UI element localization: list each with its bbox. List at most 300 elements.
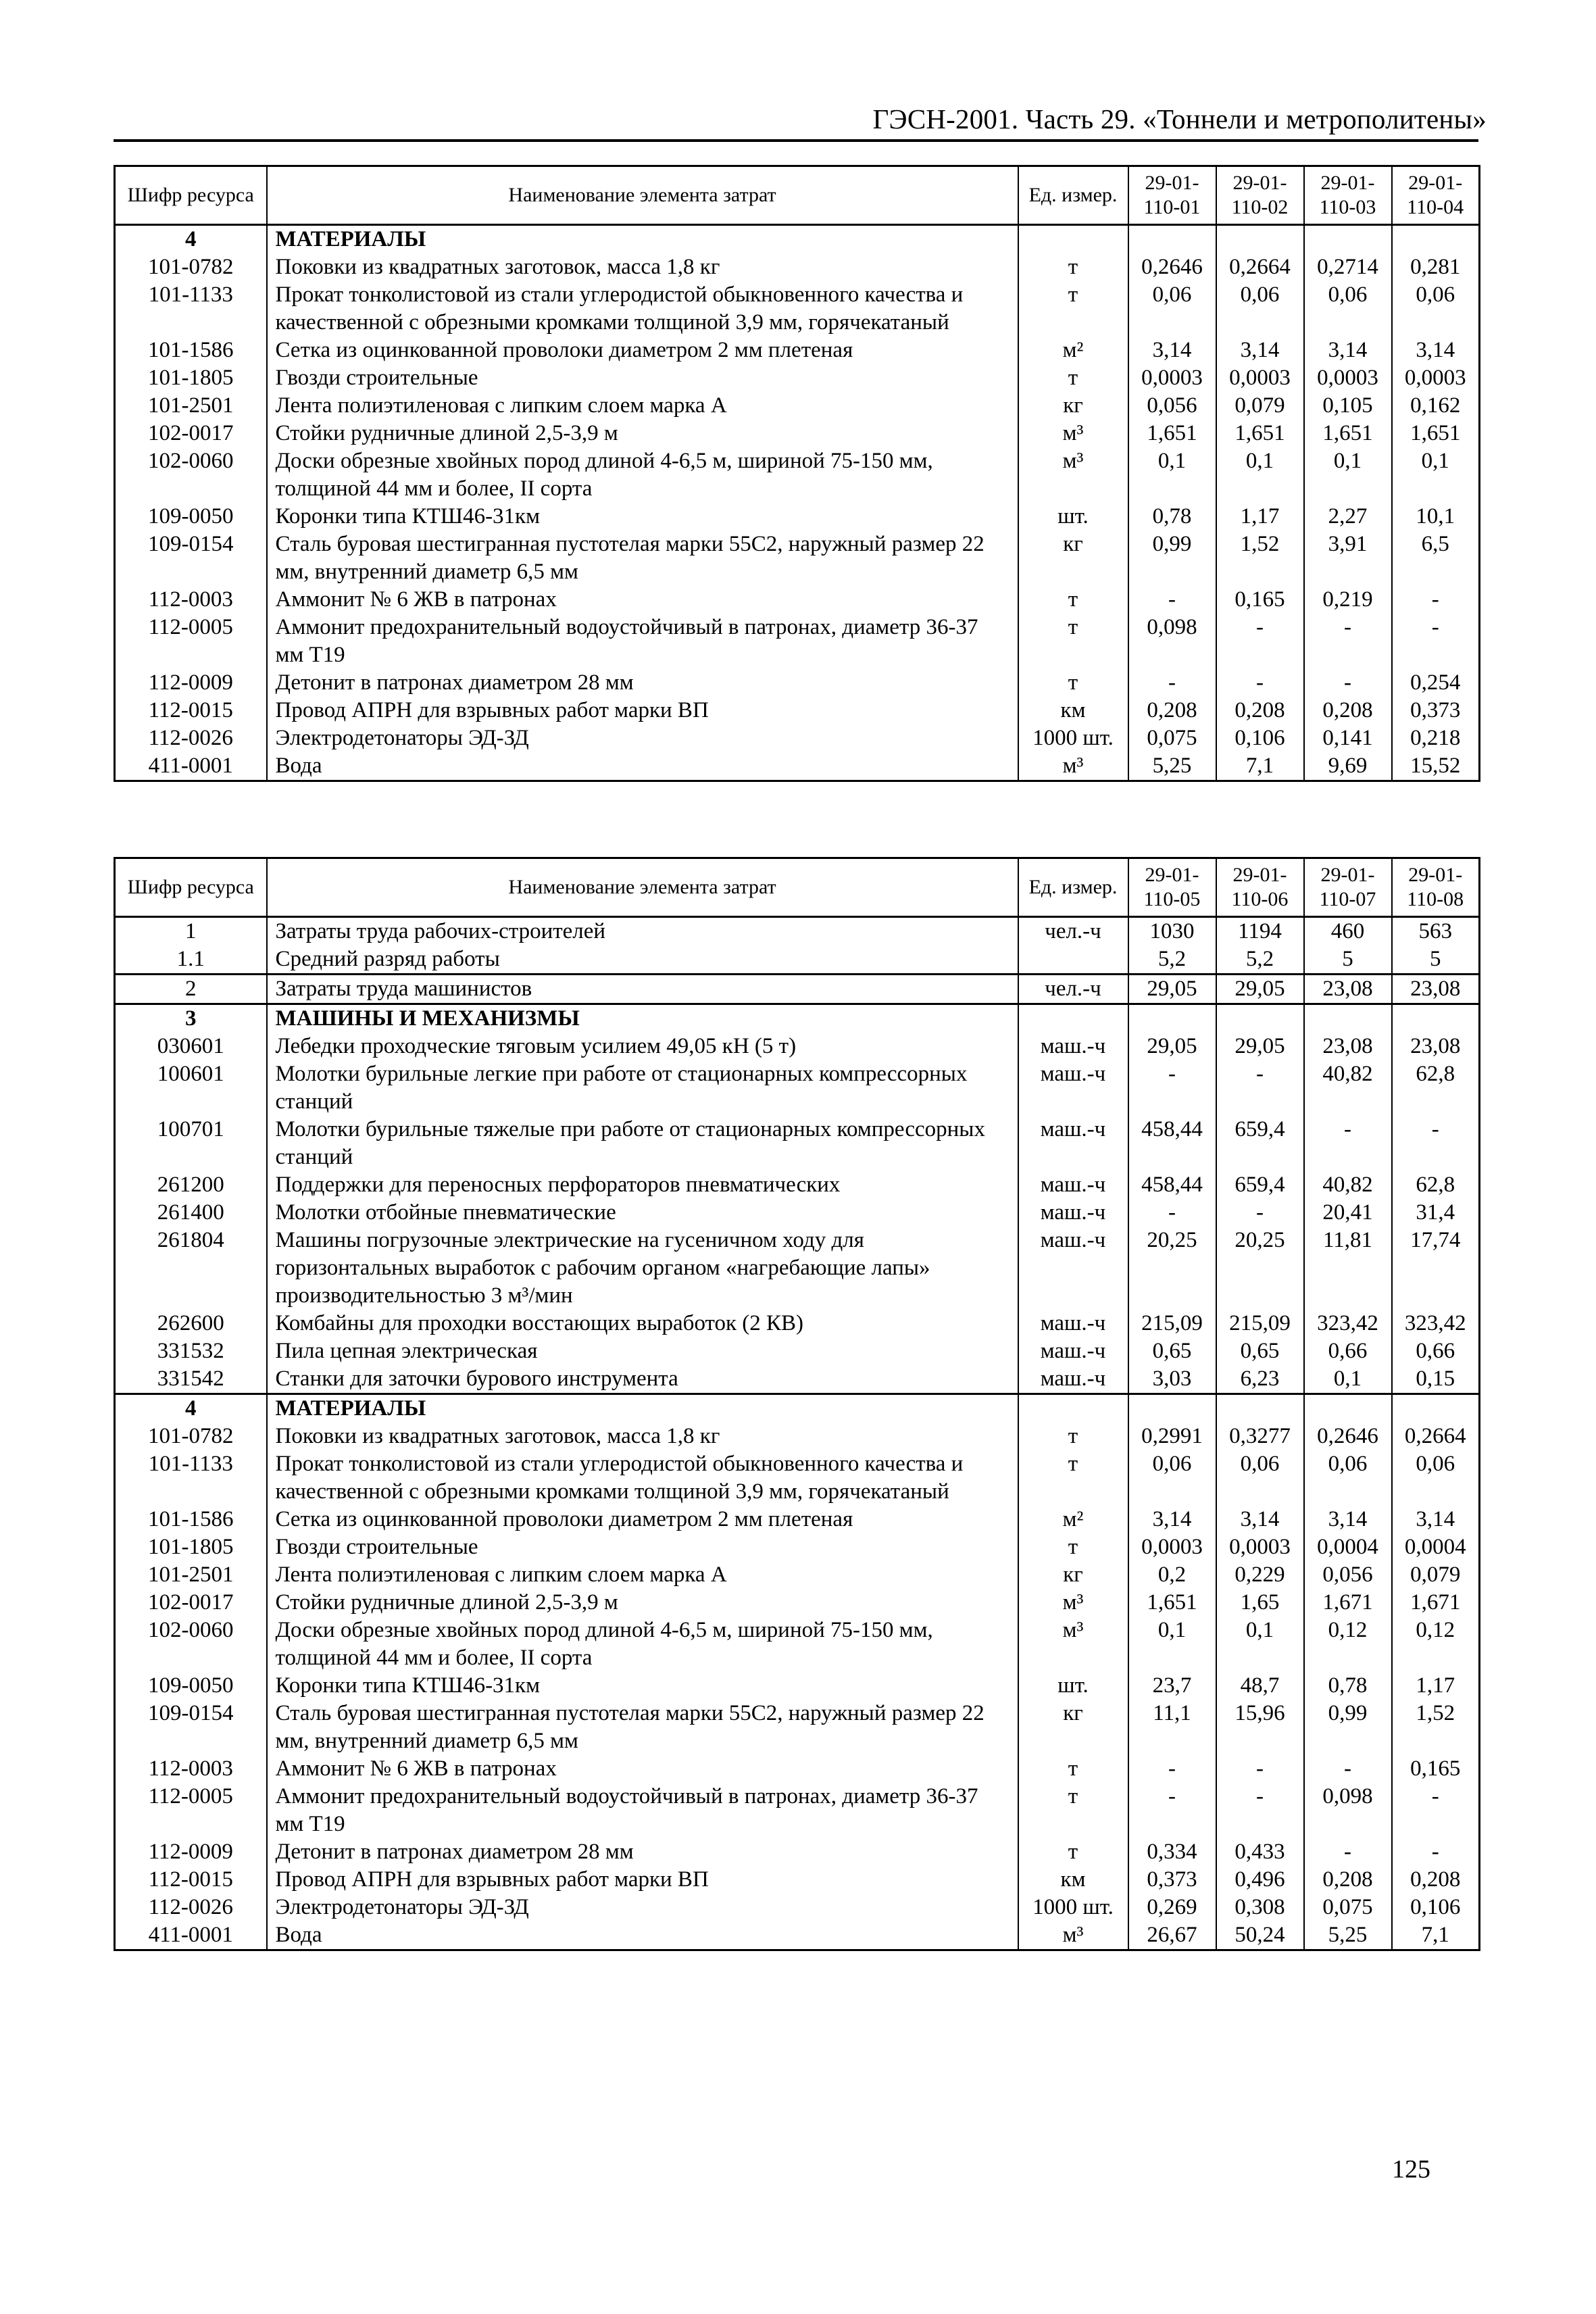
norm-value-cell: 0,106 (1392, 1894, 1480, 1921)
resource-code-cell: 1.1 (115, 945, 267, 975)
resource-code-cell: 112-0009 (115, 1838, 267, 1866)
norm-value-cell: 659,4 (1216, 1116, 1304, 1171)
column-header-name: Наименование элемента затрат (267, 166, 1018, 225)
norm-value-cell: 0,208 (1216, 697, 1304, 724)
resource-code-cell: 112-0009 (115, 669, 267, 697)
resource-name-cell: Гвозди строительные (267, 364, 1018, 392)
unit-cell: маш.-ч (1018, 1171, 1128, 1199)
resource-code-cell: 101-0782 (115, 1423, 267, 1450)
norm-value-cell: 0,208 (1128, 697, 1216, 724)
norm-value-cell: - (1216, 1783, 1304, 1838)
resource-code-cell: 112-0015 (115, 1866, 267, 1894)
norm-value-cell: 0,281 (1392, 253, 1480, 281)
resource-code-cell: 4 (115, 1394, 267, 1423)
unit-cell (1018, 945, 1128, 975)
norm-value-cell: 0,2664 (1392, 1423, 1480, 1450)
unit-cell: т (1018, 253, 1128, 281)
norm-value-cell: 1,651 (1392, 420, 1480, 447)
table-row (115, 1533, 1480, 1561)
norm-value-cell: 0,99 (1304, 1700, 1392, 1755)
norm-value-cell: 458,44 (1128, 1171, 1216, 1199)
resource-name-cell: Сетка из оцинкованной проволоки диаметром 2 мм плетеная (267, 1506, 1018, 1533)
norm-value-cell: - (1128, 1199, 1216, 1227)
norm-value-cell: 15,52 (1392, 752, 1480, 781)
norm-value-cell: 3,14 (1392, 337, 1480, 364)
resource-name-cell: Затраты труда машинистов (267, 975, 1018, 1004)
resource-code-cell: 1 (115, 917, 267, 946)
norm-value-cell: - (1128, 586, 1216, 614)
norm-value-cell: 1,671 (1392, 1589, 1480, 1617)
norm-value-cell: 0,0003 (1304, 364, 1392, 392)
norm-value-cell: 0,78 (1128, 503, 1216, 531)
norm-value-cell: 0,1 (1128, 1617, 1216, 1672)
table-row (115, 503, 1480, 531)
unit-cell: т (1018, 669, 1128, 697)
resource-name-cell: Поковки из квадратных заготовок, масса 1,8 кг (267, 253, 1018, 281)
norm-value-cell: 458,44 (1128, 1116, 1216, 1171)
unit-cell: чел.-ч (1018, 975, 1128, 1004)
column-header-norm-code: 29-01-110-04 (1392, 166, 1480, 225)
column-header-norm-code: 29-01-110-07 (1304, 858, 1392, 917)
resource-code-cell: 101-1805 (115, 364, 267, 392)
resource-code-cell: 331532 (115, 1337, 267, 1365)
norm-value-cell: - (1304, 614, 1392, 669)
norm-value-cell: 0,098 (1128, 614, 1216, 669)
resource-name-cell: Стойки рудничные длиной 2,5-3,9 м (267, 420, 1018, 447)
norm-value-cell (1304, 225, 1392, 254)
norm-value-cell: 23,08 (1392, 1033, 1480, 1060)
norm-value-cell: 0,2646 (1128, 253, 1216, 281)
norm-value-cell: 0,208 (1392, 1866, 1480, 1894)
norm-value-cell: 3,14 (1128, 1506, 1216, 1533)
norm-value-cell: 1,52 (1392, 1700, 1480, 1755)
table-row (115, 1921, 1480, 1950)
norm-value-cell: 0,66 (1392, 1337, 1480, 1365)
norm-value-cell: 3,14 (1304, 1506, 1392, 1533)
unit-cell: м³ (1018, 1617, 1128, 1672)
column-header-norm-code: 29-01-110-05 (1128, 858, 1216, 917)
norm-value-cell: 0,65 (1128, 1337, 1216, 1365)
norm-value-cell: 29,05 (1128, 1033, 1216, 1060)
unit-cell: маш.-ч (1018, 1033, 1128, 1060)
norm-value-cell: 10,1 (1392, 503, 1480, 531)
table-row (115, 1060, 1480, 1116)
table-header-row (115, 858, 1480, 917)
norm-value-cell: 0,2664 (1216, 253, 1304, 281)
column-header-norm-code: 29-01-110-03 (1304, 166, 1392, 225)
norm-value-cell: - (1304, 1838, 1392, 1866)
norm-value-cell: 1,651 (1216, 420, 1304, 447)
table-row (115, 1365, 1480, 1394)
table-row (115, 1227, 1480, 1310)
norm-value-cell: 6,23 (1216, 1365, 1304, 1394)
unit-cell: т (1018, 1450, 1128, 1506)
table-row (115, 1423, 1480, 1450)
unit-cell: 1000 шт. (1018, 724, 1128, 752)
norm-value-cell (1216, 1004, 1304, 1033)
table-row (115, 1617, 1480, 1672)
table-row (115, 752, 1480, 781)
norm-value-cell (1128, 1394, 1216, 1423)
norm-value-cell: 48,7 (1216, 1672, 1304, 1700)
table-row (115, 392, 1480, 420)
resource-table-2 (114, 857, 1480, 1951)
norm-value-cell: 0,218 (1392, 724, 1480, 752)
norm-value-cell: 23,08 (1304, 975, 1392, 1004)
norm-value-cell: 1194 (1216, 917, 1304, 946)
resource-code-cell: 100701 (115, 1116, 267, 1171)
resource-name-cell: Молотки бурильные тяжелые при работе от стационарных компрессорных станций (267, 1116, 1018, 1171)
norm-value-cell: - (1128, 1783, 1216, 1838)
norm-value-cell: 0,78 (1304, 1672, 1392, 1700)
norm-value-cell (1392, 1004, 1480, 1033)
norm-value-cell: 7,1 (1392, 1921, 1480, 1950)
column-header-name: Наименование элемента затрат (267, 858, 1018, 917)
table-row (115, 420, 1480, 447)
norm-value-cell: 23,7 (1128, 1672, 1216, 1700)
norm-value-cell: 0,1 (1392, 447, 1480, 503)
section-row (115, 1394, 1480, 1423)
norm-value-cell: 0,0003 (1216, 364, 1304, 392)
resource-name-cell: Доски обрезные хвойных пород длиной 4-6,5 м, шириной 75-150 мм, толщиной 44 мм и более, II сорта (267, 447, 1018, 503)
norm-value-cell: 3,14 (1392, 1506, 1480, 1533)
table-row (115, 281, 1480, 337)
resource-code-cell: 101-1586 (115, 1506, 267, 1533)
resource-name-cell: Молотки отбойные пневматические (267, 1199, 1018, 1227)
norm-value-cell: 1,651 (1128, 420, 1216, 447)
norm-value-cell: 26,67 (1128, 1921, 1216, 1950)
norm-value-cell: 0,165 (1216, 586, 1304, 614)
table-row (115, 1561, 1480, 1589)
resource-code-cell: 109-0154 (115, 1700, 267, 1755)
norm-value-cell (1392, 1394, 1480, 1423)
norm-value-cell: 0,06 (1304, 1450, 1392, 1506)
norm-value-cell: 0,06 (1216, 281, 1304, 337)
norm-value-cell (1128, 225, 1216, 254)
section-row (115, 225, 1480, 254)
resource-code-cell: 109-0154 (115, 531, 267, 586)
norm-value-cell: 460 (1304, 917, 1392, 946)
resource-name-cell: Детонит в патронах диаметром 28 мм (267, 669, 1018, 697)
table-row (115, 724, 1480, 752)
resource-code-cell: 102-0060 (115, 447, 267, 503)
norm-value-cell: 5,25 (1304, 1921, 1392, 1950)
resource-name-cell: Молотки бурильные легкие при работе от стационарных компрессорных станций (267, 1060, 1018, 1116)
resource-name-cell: МАТЕРИАЛЫ (267, 1394, 1018, 1423)
norm-value-cell: 0,12 (1392, 1617, 1480, 1672)
table-row (115, 337, 1480, 364)
unit-cell: т (1018, 1423, 1128, 1450)
resource-code-cell: 102-0017 (115, 1589, 267, 1617)
resource-code-cell: 112-0005 (115, 1783, 267, 1838)
table-row (115, 945, 1480, 975)
norm-value-cell: 0,06 (1216, 1450, 1304, 1506)
norm-value-cell: - (1392, 586, 1480, 614)
norm-value-cell: 23,08 (1392, 975, 1480, 1004)
table-row (115, 531, 1480, 586)
norm-value-cell: 11,1 (1128, 1700, 1216, 1755)
unit-cell: т (1018, 281, 1128, 337)
norm-value-cell: 0,269 (1128, 1894, 1216, 1921)
resource-name-cell: Средний разряд работы (267, 945, 1018, 975)
unit-cell: маш.-ч (1018, 1060, 1128, 1116)
unit-cell: т (1018, 1783, 1128, 1838)
norm-value-cell: - (1128, 1755, 1216, 1783)
table-row (115, 1506, 1480, 1533)
norm-value-cell: 62,8 (1392, 1171, 1480, 1199)
norm-value-cell: 0,208 (1304, 1866, 1392, 1894)
norm-value-cell: 6,5 (1392, 531, 1480, 586)
resource-name-cell: Аммонит № 6 ЖВ в патронах (267, 1755, 1018, 1783)
norm-value-cell: 0,056 (1304, 1561, 1392, 1589)
norm-value-cell: 0,0003 (1128, 1533, 1216, 1561)
norm-value-cell: 20,25 (1128, 1227, 1216, 1310)
norm-value-cell: 1,671 (1304, 1589, 1392, 1617)
norm-value-cell: 1030 (1128, 917, 1216, 946)
unit-cell (1018, 1004, 1128, 1033)
norm-value-cell: 0,0003 (1128, 364, 1216, 392)
norm-value-cell: 0,2 (1128, 1561, 1216, 1589)
resource-name-cell: Поддержки для переносных перфораторов пневматических (267, 1171, 1018, 1199)
unit-cell: т (1018, 1755, 1128, 1783)
norm-value-cell: 0,0004 (1392, 1533, 1480, 1561)
norm-value-cell: 0,334 (1128, 1838, 1216, 1866)
resource-name-cell: Прокат тонколистовой из стали углеродистой обыкновенного качества и качественной с обрезными кромками толщиной 3,9 мм, горячекатаный (267, 281, 1018, 337)
table-row (115, 975, 1480, 1004)
resource-code-cell: 101-2501 (115, 392, 267, 420)
norm-value-cell: 0,3277 (1216, 1423, 1304, 1450)
norm-value-cell: 0,229 (1216, 1561, 1304, 1589)
table-row (115, 917, 1480, 946)
norm-value-cell: 0,106 (1216, 724, 1304, 752)
norm-value-cell: 31,4 (1392, 1199, 1480, 1227)
norm-value-cell: 0,06 (1128, 281, 1216, 337)
table-row (115, 1450, 1480, 1506)
norm-value-cell: 0,66 (1304, 1337, 1392, 1365)
unit-cell: 1000 шт. (1018, 1894, 1128, 1921)
unit-cell: м³ (1018, 1921, 1128, 1950)
norm-value-cell: 5 (1392, 945, 1480, 975)
norm-value-cell: 3,14 (1216, 1506, 1304, 1533)
norm-value-cell: 11,81 (1304, 1227, 1392, 1310)
unit-cell: м³ (1018, 752, 1128, 781)
resource-table-1 (114, 165, 1480, 782)
norm-value-cell: 0,496 (1216, 1866, 1304, 1894)
unit-cell: т (1018, 1533, 1128, 1561)
norm-value-cell: 0,141 (1304, 724, 1392, 752)
norm-value-cell: 0,2991 (1128, 1423, 1216, 1450)
resource-code-cell: 109-0050 (115, 503, 267, 531)
norm-value-cell: 0,99 (1128, 531, 1216, 586)
resource-code-cell: 102-0060 (115, 1617, 267, 1672)
table-row (115, 1894, 1480, 1921)
resource-code-cell: 101-0782 (115, 253, 267, 281)
norm-value-cell: 0,1 (1216, 1617, 1304, 1672)
resource-code-cell: 261200 (115, 1171, 267, 1199)
norm-value-cell: 3,14 (1128, 337, 1216, 364)
resource-code-cell: 411-0001 (115, 752, 267, 781)
norm-value-cell: 323,42 (1304, 1310, 1392, 1337)
table-row (115, 1783, 1480, 1838)
norm-value-cell: 1,651 (1304, 420, 1392, 447)
resource-name-cell: Коронки типа КТШ46-31км (267, 1672, 1018, 1700)
resource-code-cell: 112-0003 (115, 1755, 267, 1783)
norm-value-cell: - (1304, 669, 1392, 697)
norm-value-cell: 0,373 (1128, 1866, 1216, 1894)
norm-value-cell: 323,42 (1392, 1310, 1480, 1337)
unit-cell: т (1018, 364, 1128, 392)
unit-cell: т (1018, 586, 1128, 614)
norm-value-cell: 0,06 (1392, 281, 1480, 337)
resource-code-cell: 112-0003 (115, 586, 267, 614)
norm-value-cell: 0,165 (1392, 1755, 1480, 1783)
resource-code-cell: 102-0017 (115, 420, 267, 447)
norm-value-cell: 3,14 (1304, 337, 1392, 364)
unit-cell: т (1018, 614, 1128, 669)
resource-name-cell: Сталь буровая шестигранная пустотелая марки 55С2, наружный размер 22 мм, внутренний диаметр 6,5 мм (267, 1700, 1018, 1755)
norm-value-cell: 0,2714 (1304, 253, 1392, 281)
resource-code-cell: 3 (115, 1004, 267, 1033)
norm-value-cell: 62,8 (1392, 1060, 1480, 1116)
column-header-unit: Ед. измер. (1018, 166, 1128, 225)
unit-cell: м² (1018, 337, 1128, 364)
norm-value-cell: 0,075 (1304, 1894, 1392, 1921)
resource-name-cell: Гвозди строительные (267, 1533, 1018, 1561)
norm-value-cell: 20,25 (1216, 1227, 1304, 1310)
table-row (115, 614, 1480, 669)
norm-value-cell: 7,1 (1216, 752, 1304, 781)
resource-name-cell: Лента полиэтиленовая с липким слоем марка А (267, 392, 1018, 420)
table-row (115, 1337, 1480, 1365)
column-header-norm-code: 29-01-110-08 (1392, 858, 1480, 917)
column-header-norm-code: 29-01-110-02 (1216, 166, 1304, 225)
page-number: 125 (1392, 2155, 1430, 2184)
norm-value-cell (1216, 225, 1304, 254)
norm-value-cell: 1,17 (1216, 503, 1304, 531)
table-row (115, 697, 1480, 724)
norm-value-cell: 0,056 (1128, 392, 1216, 420)
header-rule (114, 139, 1478, 142)
resource-code-cell: 262600 (115, 1310, 267, 1337)
resource-name-cell: Вода (267, 1921, 1018, 1950)
resource-name-cell: Затраты труда рабочих-строителей (267, 917, 1018, 946)
unit-cell: шт. (1018, 1672, 1128, 1700)
norm-value-cell: 0,65 (1216, 1337, 1304, 1365)
unit-cell: м³ (1018, 1589, 1128, 1617)
norm-value-cell (1128, 1004, 1216, 1033)
norm-value-cell: 0,2646 (1304, 1423, 1392, 1450)
norm-value-cell: 1,52 (1216, 531, 1304, 586)
resource-name-cell: Сетка из оцинкованной проволоки диаметром 2 мм плетеная (267, 337, 1018, 364)
norm-value-cell (1392, 225, 1480, 254)
table-row (115, 1700, 1480, 1755)
unit-cell: маш.-ч (1018, 1310, 1128, 1337)
table-row (115, 1116, 1480, 1171)
norm-value-cell: 29,05 (1128, 975, 1216, 1004)
table-row (115, 1755, 1480, 1783)
norm-value-cell: 0,0004 (1304, 1533, 1392, 1561)
resource-code-cell: 112-0026 (115, 724, 267, 752)
resource-code-cell: 101-2501 (115, 1561, 267, 1589)
norm-value-cell: 0,1 (1216, 447, 1304, 503)
norm-value-cell (1304, 1394, 1392, 1423)
norm-value-cell: 0,162 (1392, 392, 1480, 420)
resource-code-cell: 101-1133 (115, 1450, 267, 1506)
unit-cell: м³ (1018, 420, 1128, 447)
column-header-code: Шифр ресурса (115, 166, 267, 225)
unit-cell: маш.-ч (1018, 1365, 1128, 1394)
resource-name-cell: Комбайны для проходки восстающих выработок (2 КВ) (267, 1310, 1018, 1337)
resource-name-cell: Лента полиэтиленовая с липким слоем марка А (267, 1561, 1018, 1589)
resource-code-cell: 109-0050 (115, 1672, 267, 1700)
resource-code-cell: 101-1133 (115, 281, 267, 337)
unit-cell: м³ (1018, 447, 1128, 503)
unit-cell: м² (1018, 1506, 1128, 1533)
resource-code-cell: 4 (115, 225, 267, 254)
norm-value-cell: 0,079 (1216, 392, 1304, 420)
norm-value-cell: 2,27 (1304, 503, 1392, 531)
resource-code-cell: 112-0026 (115, 1894, 267, 1921)
table-row (115, 1199, 1480, 1227)
table-row (115, 1838, 1480, 1866)
unit-cell (1018, 1394, 1128, 1423)
norm-value-cell: 40,82 (1304, 1060, 1392, 1116)
norm-value-cell: 0,219 (1304, 586, 1392, 614)
norm-value-cell: 0,0003 (1392, 364, 1480, 392)
unit-cell: кг (1018, 1700, 1128, 1755)
table-row (115, 1310, 1480, 1337)
resource-name-cell: Детонит в патронах диаметром 28 мм (267, 1838, 1018, 1866)
running-header: ГЭСН-2001. Часть 29. «Тоннели и метрополитены» (872, 103, 1487, 134)
column-header-norm-code: 29-01-110-06 (1216, 858, 1304, 917)
resource-code-cell: 112-0015 (115, 697, 267, 724)
unit-cell: чел.-ч (1018, 917, 1128, 946)
resource-code-cell: 261400 (115, 1199, 267, 1227)
norm-value-cell: 40,82 (1304, 1171, 1392, 1199)
norm-value-cell: 0,105 (1304, 392, 1392, 420)
resource-name-cell: МАТЕРИАЛЫ (267, 225, 1018, 254)
norm-value-cell: 659,4 (1216, 1171, 1304, 1199)
norm-value-cell: - (1128, 1060, 1216, 1116)
table-body (115, 225, 1480, 781)
unit-cell: маш.-ч (1018, 1337, 1128, 1365)
resource-name-cell: Доски обрезные хвойных пород длиной 4-6,5 м, шириной 75-150 мм, толщиной 44 мм и более, II сорта (267, 1617, 1018, 1672)
unit-cell: км (1018, 697, 1128, 724)
norm-value-cell: 5,25 (1128, 752, 1216, 781)
resource-name-cell: Аммонит предохранительный водоустойчивый в патронах, диаметр 36-37 мм Т19 (267, 1783, 1018, 1838)
resource-code-cell: 411-0001 (115, 1921, 267, 1950)
norm-value-cell: 29,05 (1216, 975, 1304, 1004)
norm-value-cell: 215,09 (1216, 1310, 1304, 1337)
resource-code-cell: 331542 (115, 1365, 267, 1394)
resource-name-cell: Машины погрузочные электрические на гусеничном ходу для горизонтальных выработок с рабочим органом «нагребающие лапы» производительностью 3 м³/мин (267, 1227, 1018, 1310)
norm-value-cell: 0,1 (1304, 1365, 1392, 1394)
norm-value-cell: 0,373 (1392, 697, 1480, 724)
table-row (115, 1033, 1480, 1060)
norm-value-cell: 15,96 (1216, 1700, 1304, 1755)
table-row (115, 1171, 1480, 1199)
column-header-norm-code: 29-01-110-01 (1128, 166, 1216, 225)
norm-value-cell: 215,09 (1128, 1310, 1216, 1337)
norm-value-cell: 5 (1304, 945, 1392, 975)
table-header-row (115, 166, 1480, 225)
resource-name-cell: Сталь буровая шестигранная пустотелая марки 55С2, наружный размер 22 мм, внутренний диаметр 6,5 мм (267, 531, 1018, 586)
norm-value-cell: 0,075 (1128, 724, 1216, 752)
norm-value-cell: 17,74 (1392, 1227, 1480, 1310)
norm-value-cell (1304, 1004, 1392, 1033)
norm-value-cell: - (1216, 1755, 1304, 1783)
unit-cell: т (1018, 1838, 1128, 1866)
